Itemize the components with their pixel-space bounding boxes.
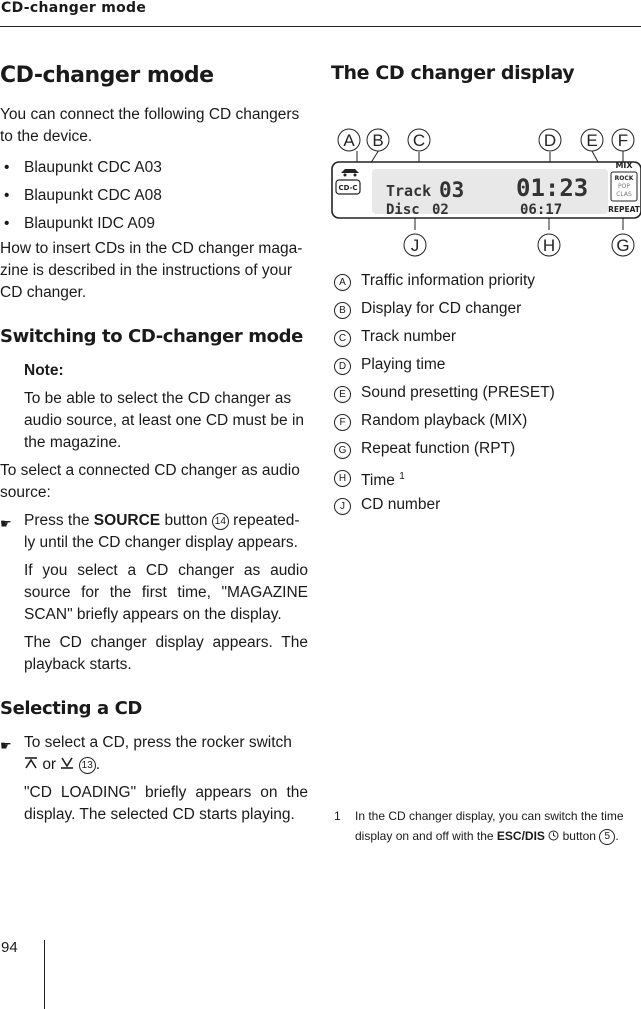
clock-time: 06:17 bbox=[520, 202, 563, 218]
legend-row bbox=[331, 493, 641, 521]
note-text: To be able to select the CD changer as audio source, at least one CD must be in the magazine. bbox=[24, 390, 305, 451]
legend-row bbox=[331, 269, 641, 297]
cd-changer-display-diagram bbox=[331, 92, 641, 230]
display-legend bbox=[331, 269, 641, 521]
callout-d-label: D bbox=[543, 131, 557, 150]
callout-a bbox=[338, 129, 360, 151]
legend-text-a: Traffic information priority bbox=[361, 272, 535, 289]
switch-title: Switching to CD-changer mode bbox=[0, 326, 303, 347]
appears-text: The CD changer display appears. The playback starts. bbox=[24, 634, 308, 673]
legend-text-e: Sound presetting (PRESET) bbox=[361, 384, 555, 401]
legend-row bbox=[331, 465, 641, 493]
page-header bbox=[0, 0, 641, 27]
button-number-badge: 14 bbox=[212, 513, 229, 530]
list-item: • Blaupunkt CDC A08 bbox=[0, 182, 308, 210]
preset-rock: ROCK bbox=[614, 175, 634, 182]
source-key-label: SOURCE bbox=[93, 512, 161, 529]
section-title: CD-changer mode bbox=[0, 63, 214, 88]
footnote-number: 1 bbox=[334, 809, 341, 823]
bottom-callouts bbox=[331, 229, 641, 261]
selecting-title: Selecting a CD bbox=[0, 698, 142, 719]
callout-f bbox=[612, 129, 634, 151]
mix-indicator: MIX bbox=[615, 161, 633, 170]
callout-b-label: B bbox=[372, 131, 384, 150]
preset-pop: POP bbox=[618, 183, 630, 190]
callout-f-label: F bbox=[617, 131, 629, 150]
playing-time: 01:23 bbox=[516, 174, 589, 202]
legend-key-g: G bbox=[334, 442, 351, 459]
callout-h-label: H bbox=[542, 236, 556, 255]
right-column bbox=[331, 58, 641, 521]
legend-text-c: Track number bbox=[361, 328, 457, 345]
footnote-ref: 1 bbox=[399, 471, 405, 482]
repeat-indicator: REPEAT bbox=[608, 205, 640, 214]
rocker-down-icon bbox=[60, 756, 74, 770]
changer-list bbox=[0, 154, 308, 238]
legend-row bbox=[331, 437, 641, 465]
rocker-step: ☛ To select a CD, press the rocker switch or 13 . bbox=[0, 734, 292, 773]
cdc-label: CD-C bbox=[338, 184, 358, 192]
legend-row bbox=[331, 297, 641, 325]
track-number: 03 bbox=[439, 178, 465, 202]
disc-label: Disc bbox=[386, 202, 420, 218]
note-title: Note: bbox=[24, 362, 64, 379]
disc-number: 02 bbox=[432, 202, 449, 218]
callout-c bbox=[408, 129, 430, 151]
legend-row bbox=[331, 325, 641, 353]
legend-text-g: Repeat function (RPT) bbox=[361, 440, 516, 457]
footnote-text: In the CD changer display, you can switch the time display on and off with the ESC/DIS button 5 . bbox=[355, 809, 624, 843]
legend-text-h: Time $^1$ bbox=[361, 471, 405, 490]
rocker-up-icon bbox=[24, 756, 38, 770]
insert-text: How to insert CDs in the CD changer maga-zine is described in the instructions of your CD changer. bbox=[0, 240, 303, 301]
legend-text-b: Display for CD changer bbox=[361, 300, 522, 317]
display-title: The CD changer display bbox=[331, 62, 575, 84]
legend-key-f: F bbox=[334, 414, 351, 431]
callout-g bbox=[612, 234, 634, 256]
list-item: • Blaupunkt CDC A03 bbox=[0, 154, 308, 182]
legend-row bbox=[331, 409, 641, 437]
page-divider bbox=[44, 940, 45, 1009]
callout-e-label: E bbox=[586, 131, 598, 150]
legend-key-h: H bbox=[334, 470, 351, 487]
legend-key-e: E bbox=[334, 386, 351, 403]
callout-g-label: G bbox=[616, 236, 630, 255]
intro-text: You can connect the following CD changers to the device. bbox=[0, 106, 300, 145]
page-number: 94 bbox=[1, 939, 18, 956]
callout-j-label: J bbox=[410, 236, 420, 255]
pointing-hand-icon: ☛ bbox=[0, 738, 12, 753]
track-label: Track bbox=[386, 182, 432, 200]
loading-text: "CD LOADING" briefly appears on the display. The selected CD starts playing. bbox=[24, 784, 308, 823]
source-step: ☛ Press the SOURCE button 14 repeated-ly until the CD changer display appears. bbox=[0, 512, 300, 551]
select-text: To select a connected CD changer as audio source: bbox=[0, 462, 300, 501]
clock-icon bbox=[548, 830, 559, 841]
callout-e bbox=[581, 129, 603, 151]
legend-key-d: D bbox=[334, 358, 351, 375]
esc-dis-key-label: ESC/DIS bbox=[496, 829, 545, 843]
callout-b bbox=[367, 129, 389, 151]
first-time-text: If you select a CD changer as audio source for the first time, "MAGAZINE SCAN" briefly appears on the display. bbox=[24, 562, 308, 623]
legend-key-j: J bbox=[334, 498, 351, 515]
button-number-badge: 5 bbox=[599, 829, 615, 845]
callout-j bbox=[404, 234, 426, 256]
callout-h bbox=[538, 234, 560, 256]
header-title: CD-changer mode bbox=[1, 0, 147, 16]
legend-text-j: CD number bbox=[361, 496, 441, 513]
footnote bbox=[331, 806, 631, 846]
left-column bbox=[0, 58, 308, 826]
legend-row bbox=[331, 381, 641, 409]
callout-a-label: A bbox=[343, 131, 355, 150]
legend-key-b: B bbox=[334, 302, 351, 319]
callout-c-label: C bbox=[412, 131, 426, 150]
legend-key-c: C bbox=[334, 330, 351, 347]
legend-row bbox=[331, 353, 641, 381]
legend-text-d: Playing time bbox=[361, 356, 446, 373]
legend-text-f: Random playback (MIX) bbox=[361, 412, 528, 429]
button-number-badge: 13 bbox=[79, 757, 96, 774]
preset-clas: CLAS bbox=[616, 191, 632, 198]
pointing-hand-icon: ☛ bbox=[0, 516, 12, 531]
callout-d bbox=[539, 129, 561, 151]
list-item: • Blaupunkt IDC A09 bbox=[0, 210, 308, 238]
legend-key-a: A bbox=[334, 274, 351, 291]
